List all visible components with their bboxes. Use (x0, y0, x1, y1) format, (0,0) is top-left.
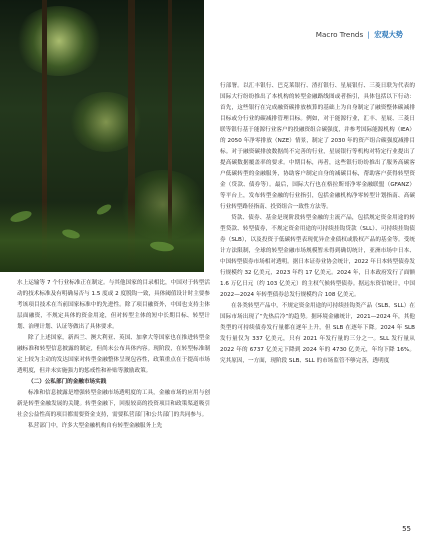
header-separator: | (367, 30, 370, 39)
running-header (316, 30, 403, 40)
section-subheading: （二）公私部门的金融市场实践 (28, 379, 107, 385)
right-column (220, 81, 415, 367)
page-number: 55 (402, 525, 411, 533)
paragraph: 除了上述国家，新西兰、澳大利亚、英国、加拿大等国家也在推进转型金融标准和转型信息披露的制定，但尚未公布具体内容。现阶段，在转型标准制定上较为主动的发达国家对转型金融整体呈现包容性，政策重点在于提高市场透明度，但并未实施强力的惩戒性和补贴等激励政策。 (17, 335, 210, 374)
paragraph: 行部署。以汇丰银行、巴克莱银行、渣打银行、星展银行、三菱日联为代表的国际大行纷纷推出了本机构的转型金融路线图或者指引，具体包括以下行动：首先，这些银行在完成融资碳排放核算的基础上为自身制定了融资整体碳减排目标或分行业的碳减排管理目标。例如，对于能源行业，汇丰、星展、三菱日联等银行基于能源行业客户的投融资组合碳强度，并参考国际能源机构（IEA）的 2050 年净零排放（NZE）情景，制定了 2030 年的资产组合碳强度减排目标。对于融资碳排放数据尚不完善的行业，星展银行等机构对特定行业提出了提高碳数据覆盖率的要求。中期目标，再者，这些银行纷纷推出了服务高碳客户低碳转型的金融服务，协助客户制定自身的减碳目标，帮助客户获得转型资金（贷款、债券等）。最后，国际大行也在格拉斯哥净零金融联盟（GFANZ）等平台上，发布转型金融的行业指引，包括金融机构净零转型计划指南、高碳行业转型路径指南、投资组合一致性方法等。 (220, 83, 415, 210)
header-section: 宏观大势 (374, 30, 403, 39)
forest-photo (0, 0, 204, 272)
paragraph: 水上运输等 7 个行业标准正在制定。与其他国家的目录相比，中国对于转型活动的技术标准及有明确易否与 1.5 度或 2 度脱钩一致，具体阈值设计时主要参考该项目技术在当前国家标准中的先进性。除了项目融资外，中国也支持主体层面融资，不规定具体的资金用途，但对转型主体的短中长期目标、转型计划、治理计划、认证等做出了具体要求。 (17, 280, 210, 330)
header-series: Macro Trends (315, 30, 364, 39)
paragraph: 贷款、债券、基金是现阶段转型金融的主流产品，包括规定资金用途的转型贷款、转型债券，不规定资金用途的可持续挂钩贷款（SLL）、可持续挂钩债券（SLB），以及投资于低碳转型表现优异企业债权或股权产品的基金等。受统计方法限制，全球的转型金融市场规模暂未得到确切统计，亚洲市场中日本、中国转型债券市场相对透明。据日本证券业协会统计，2022 年日本转型债券发行规模约 32 亿美元，2023 年约 17 亿美元。2024 年，日本政府发行了面额 1.6 万亿日元（约 103 亿美元）的主权气候转型债券。据远东资信统计，中国 2022—2024 年转型债券总发行规模约合 108 亿美元。 (220, 215, 416, 298)
left-column (17, 278, 210, 432)
sunlight-glow (14, 6, 104, 76)
paragraph: 在各类转型产品中，不规定资金用途的可持续挂钩类产品（SLB、SLL）在国际市场出现了“先热后冷”的趋势。据环境金融统计，2021—2024 年，其他类型的可持续债券发行量都在逐年上升，但 SLB 在逐年下降。2024 年 SLB 发行量仅为 337 亿美元，只有 2021 年发行量的三分之一。SLL 发行量从 2022 年的 6737 亿美元下降到 2024 年的 4730 亿美元，年均下降 16%。究其原因，一方面，现阶段 SLB、SLL 的市场监管不够完善，透明度 (220, 303, 415, 364)
paragraph: 标准和信息披露是增强转型金融市场透明度的工具，金融市场的应用与创新是转型金融发展的关键。转型金融下，回报较高的投资项目和政策渠道吸引社会公益性高的项目都需要资金支持，需要私营部门和公共部门的共同参与。 (17, 390, 210, 418)
paragraph: 私营部门中，许多大型金融机构自有转型金融服务上先 (28, 423, 163, 429)
